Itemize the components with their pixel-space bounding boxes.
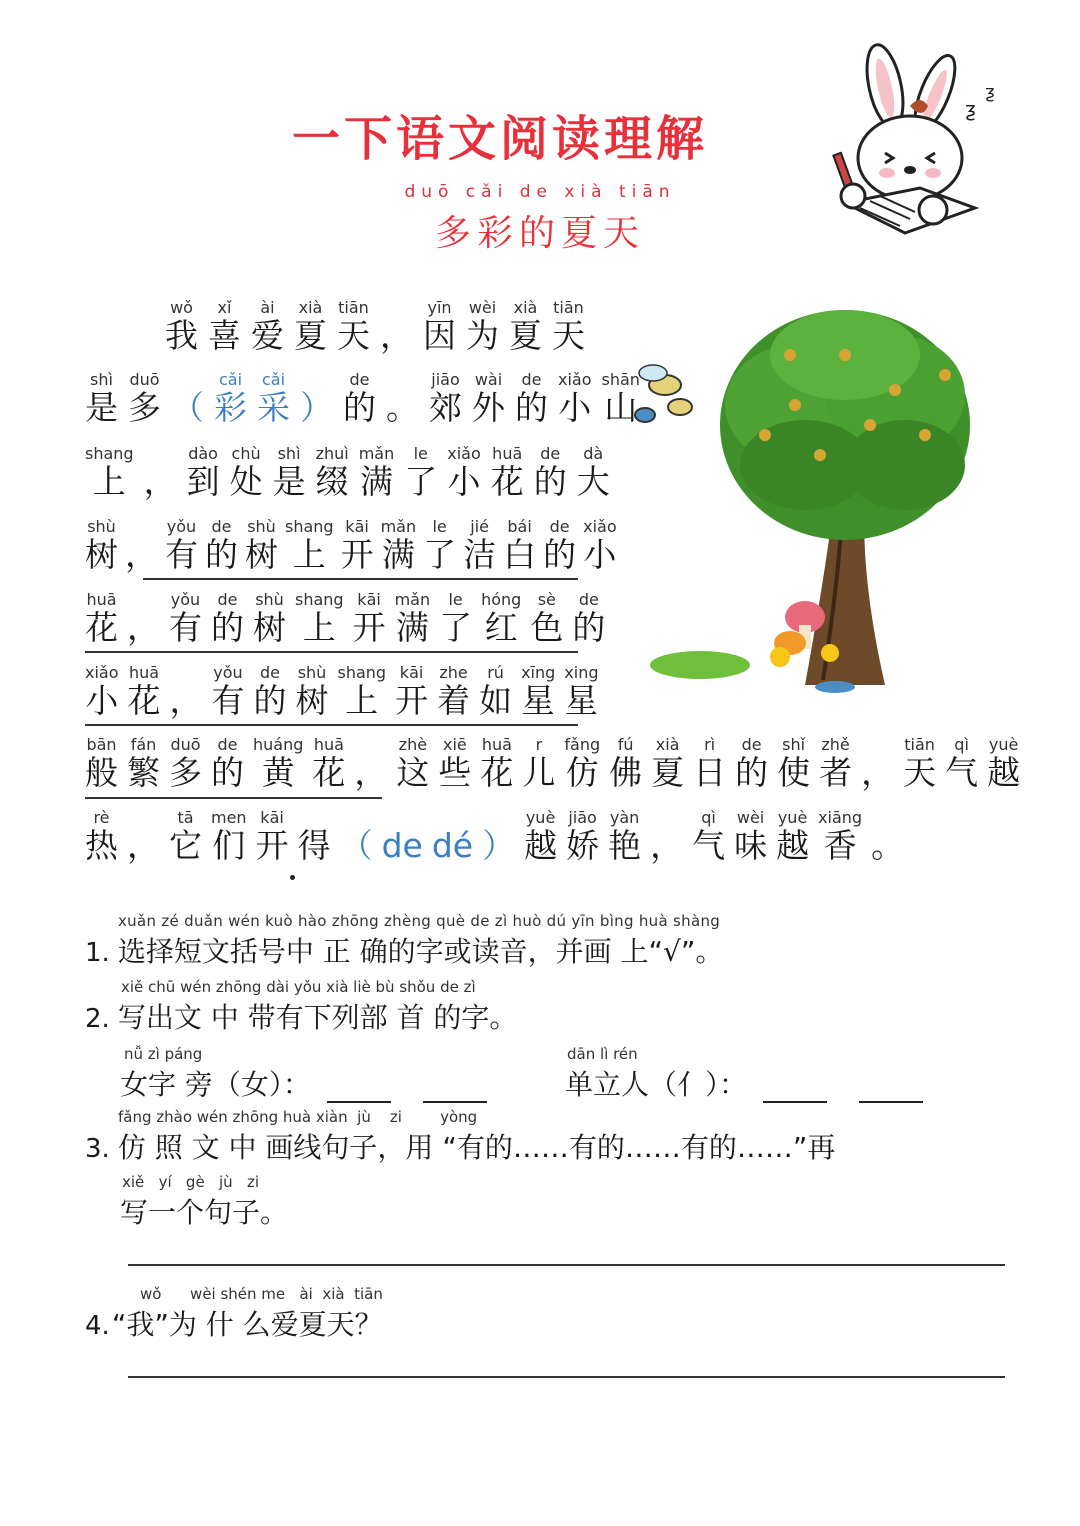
question-3: fǎng zhào wén zhōng huà xiàn jù zi yòng 3. 仿 照 文 中 画线句子，用 “有的……有的……有的……”再 <box>85 1108 836 1164</box>
question-4: wǒ wèi shén me ài xià tiān 4.“我”为 什 么爱夏天？ <box>85 1285 383 1341</box>
open-paren: （ <box>339 826 373 865</box>
hanzi: 气qì <box>692 808 726 865</box>
hanzi: 红hóng <box>481 590 522 647</box>
hanzi: 的de <box>543 517 577 574</box>
hanzi: 花huā <box>490 444 524 501</box>
hanzi: 树shù <box>85 517 118 574</box>
hanzi: 小xiǎo <box>558 370 592 427</box>
hanzi: 仿fǎng <box>564 735 601 792</box>
hanzi: 为wèi <box>466 298 499 355</box>
hanzi: 小xiǎo <box>583 517 617 574</box>
choice-option[interactable]: dé <box>431 826 474 865</box>
passage-line-2 <box>85 372 650 429</box>
hanzi: 是shì <box>85 370 118 427</box>
open-paren: （ <box>171 388 204 427</box>
hanzi: 日rì <box>693 735 727 792</box>
rabbit-writing-illustration <box>815 38 1030 253</box>
hanzi: 越yuè <box>776 808 810 865</box>
svg-text:ƺ: ƺ <box>965 97 976 121</box>
hanzi: 树shù <box>295 663 329 720</box>
emphasis-dot <box>290 875 295 880</box>
hanzi: 因yīn <box>423 298 456 355</box>
hanzi: 些xiē <box>438 735 472 792</box>
hanzi: 色sè <box>530 590 564 647</box>
hanzi: 满mǎn <box>380 517 417 574</box>
hanzi: 花huā <box>127 663 161 720</box>
punctuation: ， <box>127 608 160 647</box>
close-paren: ） <box>300 388 333 427</box>
hanzi: 星xing <box>564 663 599 720</box>
hanzi: 天tiān <box>903 735 937 792</box>
hanzi: 上shang <box>285 517 334 574</box>
hanzi: 上shang <box>337 663 387 720</box>
hanzi: 的de <box>572 590 606 647</box>
question-3-cont: xiě yí gè jù zi 写一个句子。 <box>120 1173 289 1229</box>
hanzi: 了le <box>404 444 438 501</box>
answer-line-4[interactable] <box>128 1376 1005 1378</box>
hanzi: 越yuè <box>524 808 558 865</box>
hanzi: 树shù <box>245 517 278 574</box>
hanzi: 爱ài <box>251 298 284 355</box>
passage-line-1 <box>165 300 595 357</box>
hanzi: 了le <box>439 590 473 647</box>
punctuation: ， <box>169 681 203 720</box>
hanzi: 这zhè <box>396 735 430 792</box>
answer-blank[interactable] <box>859 1075 923 1103</box>
choice-option[interactable]: 采cǎi <box>257 370 290 427</box>
hanzi: 喜xǐ <box>208 298 241 355</box>
hanzi: 的de <box>253 663 287 720</box>
hanzi: 天tiān <box>337 298 370 355</box>
hanzi: 者zhě <box>819 735 853 792</box>
hanzi: 有yǒu <box>211 663 245 720</box>
hanzi: 了le <box>423 517 457 574</box>
hanzi: 花huā <box>312 735 346 792</box>
punctuation: ， <box>125 535 158 574</box>
hanzi: 我wǒ <box>165 298 198 355</box>
hanzi: 热rè <box>85 808 118 865</box>
hanzi: 星xīng <box>521 663 556 720</box>
question-2a: nǚ zì páng 女字 旁（女）： <box>120 1045 503 1103</box>
choice-option[interactable]: 彩cǎi <box>214 370 247 427</box>
hanzi: 的de <box>343 370 376 427</box>
hanzi: 着zhe <box>437 663 471 720</box>
svg-text:ƺ: ƺ <box>985 82 995 103</box>
passage-line-5 <box>85 592 614 649</box>
underline-4 <box>85 797 382 799</box>
punctuation: ， <box>354 753 388 792</box>
hanzi: 的de <box>735 735 769 792</box>
hanzi: 娇jiāo <box>566 808 600 865</box>
answer-blank[interactable] <box>763 1075 827 1103</box>
hanzi: 开kāi <box>255 808 289 865</box>
underline-3 <box>85 724 578 726</box>
punctuation: ， <box>861 753 895 792</box>
hanzi: 有yǒu <box>165 517 198 574</box>
hanzi: 郊jiāo <box>429 370 462 427</box>
punctuation: ， <box>143 462 177 501</box>
choice-option[interactable]: de <box>381 826 423 865</box>
answer-blank[interactable] <box>423 1075 487 1103</box>
hanzi: 缀zhuì <box>315 444 349 501</box>
page-title: 一下语文阅读理解 <box>291 111 708 167</box>
hanzi: 开kāi <box>340 517 374 574</box>
tree-illustration <box>605 295 1010 700</box>
underline-2 <box>85 651 578 653</box>
hanzi: 的de <box>211 590 244 647</box>
punctuation: ， <box>127 826 160 865</box>
answer-line-3[interactable] <box>128 1264 1005 1266</box>
hanzi: 的de <box>211 735 244 792</box>
hanzi: 们men <box>211 808 247 865</box>
subtitle: 多彩的夏天 <box>434 213 645 254</box>
passage-line-8 <box>85 810 913 867</box>
hanzi: 满mǎn <box>394 590 431 647</box>
hanzi: 白bái <box>503 517 537 574</box>
hanzi: 儿r <box>522 735 556 792</box>
hanzi: 使shǐ <box>777 735 811 792</box>
punctuation: 。 <box>871 826 905 865</box>
hanzi: 的de <box>533 444 567 501</box>
hanzi: 外wài <box>472 370 505 427</box>
punctuation: ， <box>650 826 684 865</box>
hanzi: 到dào <box>186 444 220 501</box>
passage-line-4 <box>85 519 624 576</box>
hanzi: 多duō <box>169 735 202 792</box>
hanzi: 的de <box>205 517 238 574</box>
hanzi: 越yuè <box>987 735 1021 792</box>
hanzi: 是shì <box>272 444 306 501</box>
hanzi: 的de <box>515 370 548 427</box>
hanzi: 夏xià <box>651 735 685 792</box>
hanzi: 黄huáng <box>253 735 304 792</box>
punctuation: ， <box>380 316 413 355</box>
hanzi: 气qì <box>945 735 979 792</box>
hanzi: 夏xià <box>509 298 542 355</box>
hanzi: 小xiǎo <box>85 663 119 720</box>
punctuation: 得 <box>297 826 331 865</box>
hanzi: 满mǎn <box>358 444 395 501</box>
passage-line-6 <box>85 665 608 722</box>
hanzi: 天tiān <box>552 298 585 355</box>
hanzi: 繁fán <box>127 735 160 792</box>
hanzi: 夏xià <box>294 298 327 355</box>
hanzi: 花huā <box>480 735 514 792</box>
hanzi: 处chù <box>229 444 263 501</box>
hanzi: 树shù <box>253 590 286 647</box>
passage-line-7 <box>85 737 1029 794</box>
underline-1 <box>143 578 578 580</box>
hanzi: 艳yàn <box>608 808 642 865</box>
hanzi: 佛fú <box>609 735 643 792</box>
answer-blank[interactable] <box>327 1075 391 1103</box>
hanzi: 花huā <box>85 590 118 647</box>
hanzi: 有yǒu <box>169 590 202 647</box>
passage-line-3 <box>85 446 620 503</box>
question-2: xiě chū wén zhōng dài yǒu xià liè bù shǒu de zì 2. 写出文 中 带有下列部 首 的字。 <box>85 978 518 1034</box>
hanzi: 小xiǎo <box>447 444 481 501</box>
hanzi: 如rú <box>479 663 513 720</box>
hanzi: 大dà <box>576 444 610 501</box>
hanzi: 它tā <box>169 808 202 865</box>
close-paren: ） <box>482 826 516 865</box>
hanzi: 般bān <box>85 735 118 792</box>
hanzi: 洁jié <box>463 517 497 574</box>
question-2b: dān lì rén 单立人（亻）： <box>565 1045 939 1103</box>
hanzi: 上shang <box>85 444 134 501</box>
subtitle-pinyin: duō cǎi de xià tiān <box>404 182 676 202</box>
question-1: xuǎn zé duǎn wén kuò hào zhōng zhèng què de zì huò dú yīn bìng huà shàng 1. 选择短文括号中 正 确的字或读音，并画 上“√”。 <box>85 912 724 968</box>
hanzi: 开kāi <box>395 663 429 720</box>
hanzi: 开kāi <box>352 590 386 647</box>
hanzi: 味wèi <box>734 808 768 865</box>
hanzi: 上shang <box>295 590 344 647</box>
hanzi: 多duō <box>128 370 161 427</box>
hanzi: 香xiāng <box>818 808 863 865</box>
hanzi: 山shān <box>601 370 640 427</box>
punctuation: 。 <box>386 388 419 427</box>
